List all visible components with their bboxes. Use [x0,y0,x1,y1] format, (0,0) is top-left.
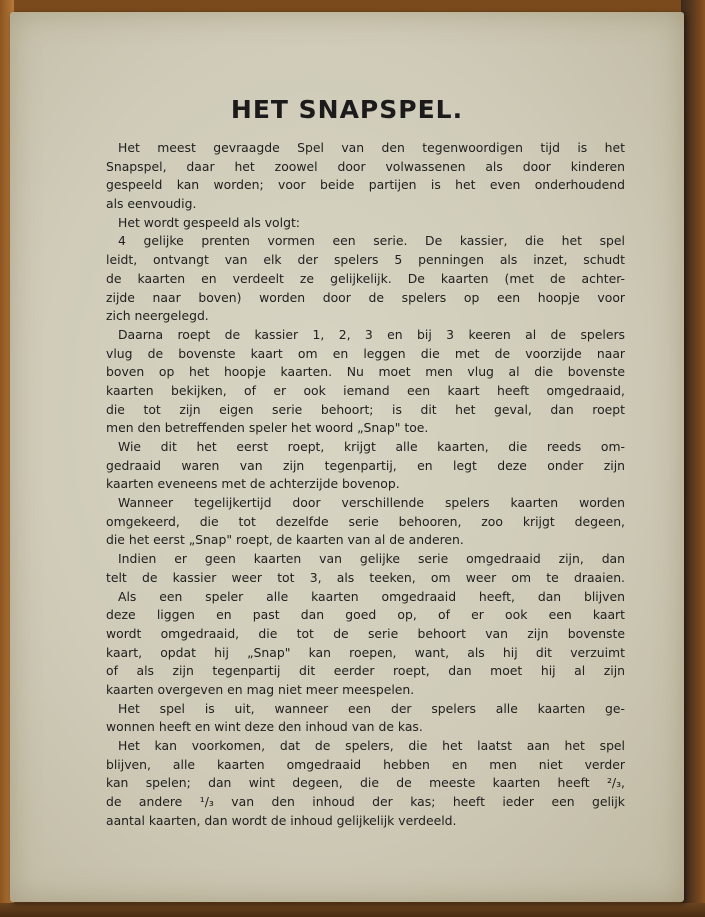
text-line: blijven, alle kaarten omgedraaid hebben en men niet verder [106,756,625,772]
text-line: Het kan voorkomen, dat de spelers, die het laatst aan het spel [118,738,625,753]
text-line: Daarna roept de kassier 1, 2, 3 en bij 3 keeren al de spelers [118,326,625,342]
text-line: omgekeerd, die tot dezelfde serie behooren, zoo krijgt degeen, [106,513,625,529]
text-line: wonnen heeft en wint deze den inhoud van de kas. [106,719,423,735]
text-line: men den betreffenden speler het woord „Snap" toe. [106,420,429,436]
text-line: kaarten eveneens met de achterzijde bovenop. [106,476,400,492]
text-line: Het wordt gespeeld als volgt: [118,214,300,230]
text-line: de kaarten en verdeelt ze gelijkelijk. De kaarten (met de achter- [106,270,625,286]
text-line: kaarten bekijken, of er ook iemand een kaart heeft omgedraaid, [106,382,625,398]
text-line: vlug de bovenste kaart om en leggen die met de voorzijde naar [106,345,625,361]
card-stack-edge [681,0,705,917]
text-line: die het eerst „Snap" roept, de kaarten van al de anderen. [106,532,464,548]
text-line: kaarten overgeven en mag niet meer meespelen. [106,681,415,697]
text-line: Snapspel, daar het zoowel door volwassenen als door kinderen [106,158,625,174]
text-line: zich neergelegd. [106,308,209,324]
text-line: 4 gelijke prenten vormen een serie. De kassier, die het spel [118,233,625,249]
text-line: zijde naar boven) worden door de spelers op een hoopje voor [106,289,625,305]
text-line: aantal kaarten, dan wordt de inhoud gelijkelijk verdeeld. [106,812,457,828]
text-line: die tot zijn eigen serie behoort; is dit het geval, dan roept [106,401,625,417]
text-line: deze liggen en past dan goed op, of er ook een kaart [106,607,625,623]
text-line: kaart, opdat hij „Snap" kan roepen, want, als hij dit verzuimt [106,644,625,660]
text-line: Wie dit het eerst roept, krijgt alle kaarten, die reeds om- [118,439,625,454]
text-line: of als zijn tegenpartij dit eerder roept, dan moet hij al zijn [106,663,625,679]
text-line: telt de kassier weer tot 3, als teeken, om weer om te draaien. [106,569,625,585]
table-edge-bottom [0,903,705,917]
text-line: wordt omgedraaid, die tot de serie behoort van zijn bovenste [106,625,625,641]
text-line: leidt, ontvangt van elk der spelers 5 penningen als inzet, schudt [106,252,625,268]
text-line: Het meest gevraagde Spel van den tegenwoordigen tijd is het [118,140,625,155]
text-line: gespeeld kan worden; voor beide partijen is het even onderhoudend [106,177,625,193]
text-line: Als een speler alle kaarten omgedraaid heeft, dan blijven [118,588,625,604]
text-line: de andere ¹/₃ van den inhoud der kas; heeft ieder een gelijk [106,794,625,810]
page-title: HET SNAPSPEL. [230,95,464,124]
text-line: kan spelen; dan wint degeen, die de meeste kaarten heeft ²/₃, [106,775,625,791]
text-line: Het spel is uit, wanneer een der spelers alle kaarten ge- [118,700,625,716]
text-line: Wanneer tegelijkertijd door verschillende spelers kaarten worden [118,495,625,511]
text-line: gedraaid waren van zijn tegenpartij, en legt deze onder zijn [106,457,625,473]
text-line: Indien er geen kaarten van gelijke serie omgedraaid zijn, dan [118,551,625,567]
rules-card [10,12,684,902]
rules-text [106,139,625,830]
text-line: als eenvoudig. [106,196,197,212]
text-line: boven op het hoopje kaarten. Nu moet men vlug al die bovenste [106,364,625,380]
